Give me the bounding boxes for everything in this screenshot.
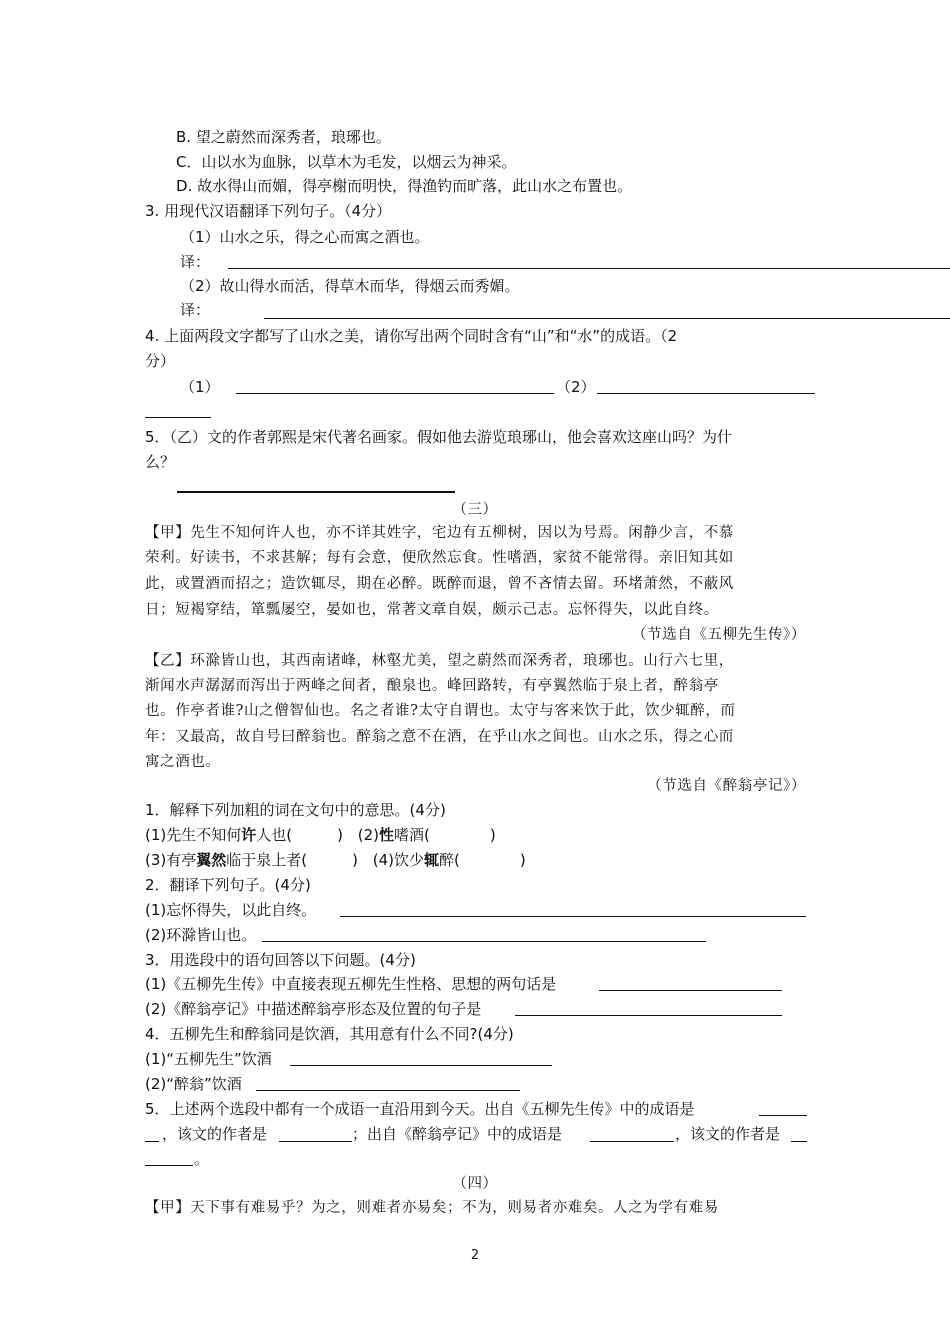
p3-q3-sentence-1: (1)《五柳先生传》中直接表现五柳先生性格、思想的两句话是 bbox=[145, 975, 557, 993]
answer-line[interactable] bbox=[236, 393, 554, 394]
p3-q4-sentence-1: (1)“五柳先生”饮酒 bbox=[145, 1050, 272, 1068]
q1-item-3: (3)有亭翼然临于泉上者( ) bbox=[145, 851, 358, 869]
answer-line[interactable] bbox=[145, 1165, 193, 1166]
passage-jia-source: （节选自《五柳先生传》） bbox=[632, 627, 806, 643]
q1-item-1: (1)先生不知何许人也( ) bbox=[145, 826, 343, 844]
p3-q1-row-2 bbox=[145, 850, 526, 870]
p3-q5-line-1: 5．上述两个选段中都有一个成语一直沿用到今天。出自《五柳先生传》中的成语是 bbox=[145, 1100, 695, 1118]
q4-line-1: 4. 上面两段文字都写了山水之美，请你写出两个同时含有“山”和“水”的成语。（2 bbox=[145, 327, 678, 345]
translate-label: 译： bbox=[180, 301, 211, 319]
p3-q1-title: 1．解释下列加粗的词在文句中的意思。(4分) bbox=[145, 801, 446, 819]
passage-yi-line: 也。作亭者谁?山之僧智仙也。名之者谁?太守自谓也。太守与客来饮于此，饮少辄醉，而 bbox=[145, 703, 736, 719]
q3-translate-2 bbox=[180, 300, 210, 320]
p3-q2-sentence-1: (1)忘怀得失，以此自终。 bbox=[145, 901, 317, 919]
passage-yi-line: 年：又最高，故自号曰醉翁也。醉翁之意不在酒，在乎山水之间也。山水之乐，得之心而 bbox=[145, 729, 734, 745]
answer-line[interactable] bbox=[599, 990, 782, 991]
q3-title: 3. 用现代汉语翻译下列句子。（4分） bbox=[145, 202, 392, 220]
answer-line[interactable] bbox=[759, 1115, 807, 1116]
answer-line[interactable] bbox=[290, 1065, 552, 1066]
q1-item-2: (2)性嗜酒( ) bbox=[357, 826, 496, 844]
passage-jia-line: 日；短褐穿结，箪瓢屡空，晏如也，常著文章自娱，颇示己志。忘怀得失，以此自终。 bbox=[145, 602, 719, 618]
answer-line[interactable] bbox=[515, 1015, 782, 1016]
answer-line[interactable] bbox=[177, 491, 455, 493]
q3-sentence-1: （1）山水之乐，得之心而寓之酒也。 bbox=[180, 228, 430, 246]
q1-item-4: (4)饮少辄醉( ) bbox=[372, 851, 526, 869]
p3-q3-title: 3．用选段中的语句回答以下问题。(4分) bbox=[145, 951, 416, 969]
option-d: D. 故水得山而媚，得亭榭而明快，得渔钓而旷落，此山水之布置也。 bbox=[176, 177, 633, 195]
p3-q4-sentence-2: (2)“醉翁”饮酒 bbox=[145, 1075, 242, 1093]
answer-line[interactable] bbox=[256, 1090, 520, 1091]
passage-part4-jia-line: 【甲】天下事有难易乎？为之，则难者亦易矣；不为，则易者亦难矣。人之为学有难易 bbox=[145, 1200, 719, 1216]
answer-line[interactable] bbox=[262, 941, 706, 942]
p3-q5-line-2c: ，该文的作者是 bbox=[675, 1125, 781, 1143]
answer-line[interactable] bbox=[228, 268, 950, 269]
answer-line[interactable] bbox=[590, 1141, 674, 1142]
passage-yi-line: 【乙】环滁皆山也，其西南诸峰，林壑尤美，望之蔚然而深秀者，琅琊也。山行六七里， bbox=[145, 653, 734, 669]
p3-q2-title: 2．翻译下列句子。(4分) bbox=[145, 876, 311, 894]
q5-line-1: 5．（乙）文的作者郭熙是宋代著名画家。假如他去游览琅琊山，他会喜欢这座山吗？为什 bbox=[145, 428, 733, 446]
answer-line[interactable] bbox=[791, 1141, 807, 1142]
p3-q3-sentence-2: (2)《醉翁亭记》中描述醉翁亭形态及位置的句子是 bbox=[145, 1000, 482, 1018]
option-c: C．山以水为血脉，以草木为毛发，以烟云为神采。 bbox=[176, 153, 517, 171]
passage-jia-line: 【甲】先生不知何许人也，亦不详其姓字，宅边有五柳树，因以为号焉。闲静少言，不慕 bbox=[145, 525, 734, 541]
p3-q5-line-3: 。 bbox=[194, 1150, 210, 1168]
p3-q1-row-1 bbox=[145, 825, 496, 845]
passage-yi-line: 渐闻水声潺潺而泻出于两峰之间者，酿泉也。峰回路转，有亭翼然临于泉上者，醉翁亭 bbox=[145, 678, 719, 694]
page-number: 2 bbox=[470, 1248, 480, 1263]
answer-line[interactable] bbox=[597, 393, 815, 394]
answer-line[interactable] bbox=[279, 1141, 352, 1142]
p3-q2-sentence-2: (2)环滁皆山也。 bbox=[145, 926, 257, 944]
answer-line[interactable] bbox=[145, 1141, 159, 1142]
q3-translate-1 bbox=[180, 252, 210, 272]
q3-sentence-2: （2）故山得水而活，得草木而华，得烟云而秀媚。 bbox=[180, 277, 520, 295]
section-heading-3: （三） bbox=[452, 502, 498, 518]
answer-line[interactable] bbox=[340, 916, 806, 917]
option-b: B. 望之蔚然而深秀者，琅琊也。 bbox=[176, 128, 391, 146]
q5-line-2: 么？ bbox=[145, 453, 176, 471]
passage-jia-line: 荣利。好读书，不求甚解；每有会意，便欣然忘食。性嗜酒，家贫不能常得。亲旧知其如 bbox=[145, 550, 734, 566]
p3-q5-line-2a: ，该文的作者是 bbox=[162, 1125, 268, 1143]
translate-label: 译： bbox=[180, 253, 211, 271]
q4-blank-1-label: （1） bbox=[180, 378, 220, 396]
passage-jia-line: 此，或置酒而招之；造饮辄尽，期在必醉。既醉而退，曾不吝情去留。环堵萧然，不蔽风 bbox=[145, 576, 734, 592]
p3-q5-line-2b: ；出自《醉翁亭记》中的成语是 bbox=[352, 1125, 563, 1143]
p3-q4-title: 4．五柳先生和醉翁同是饮酒，其用意有什么不同?(4分) bbox=[145, 1025, 514, 1043]
answer-line[interactable] bbox=[145, 417, 211, 418]
passage-yi-line: 寓之酒也。 bbox=[145, 754, 221, 770]
section-heading-4: （四） bbox=[452, 1176, 498, 1192]
q4-line-2: 分） bbox=[145, 352, 176, 370]
passage-yi-source: （节选自《醉翁亭记》） bbox=[647, 778, 806, 794]
q4-blank-2-label: （2） bbox=[556, 378, 596, 396]
answer-line[interactable] bbox=[264, 318, 950, 319]
